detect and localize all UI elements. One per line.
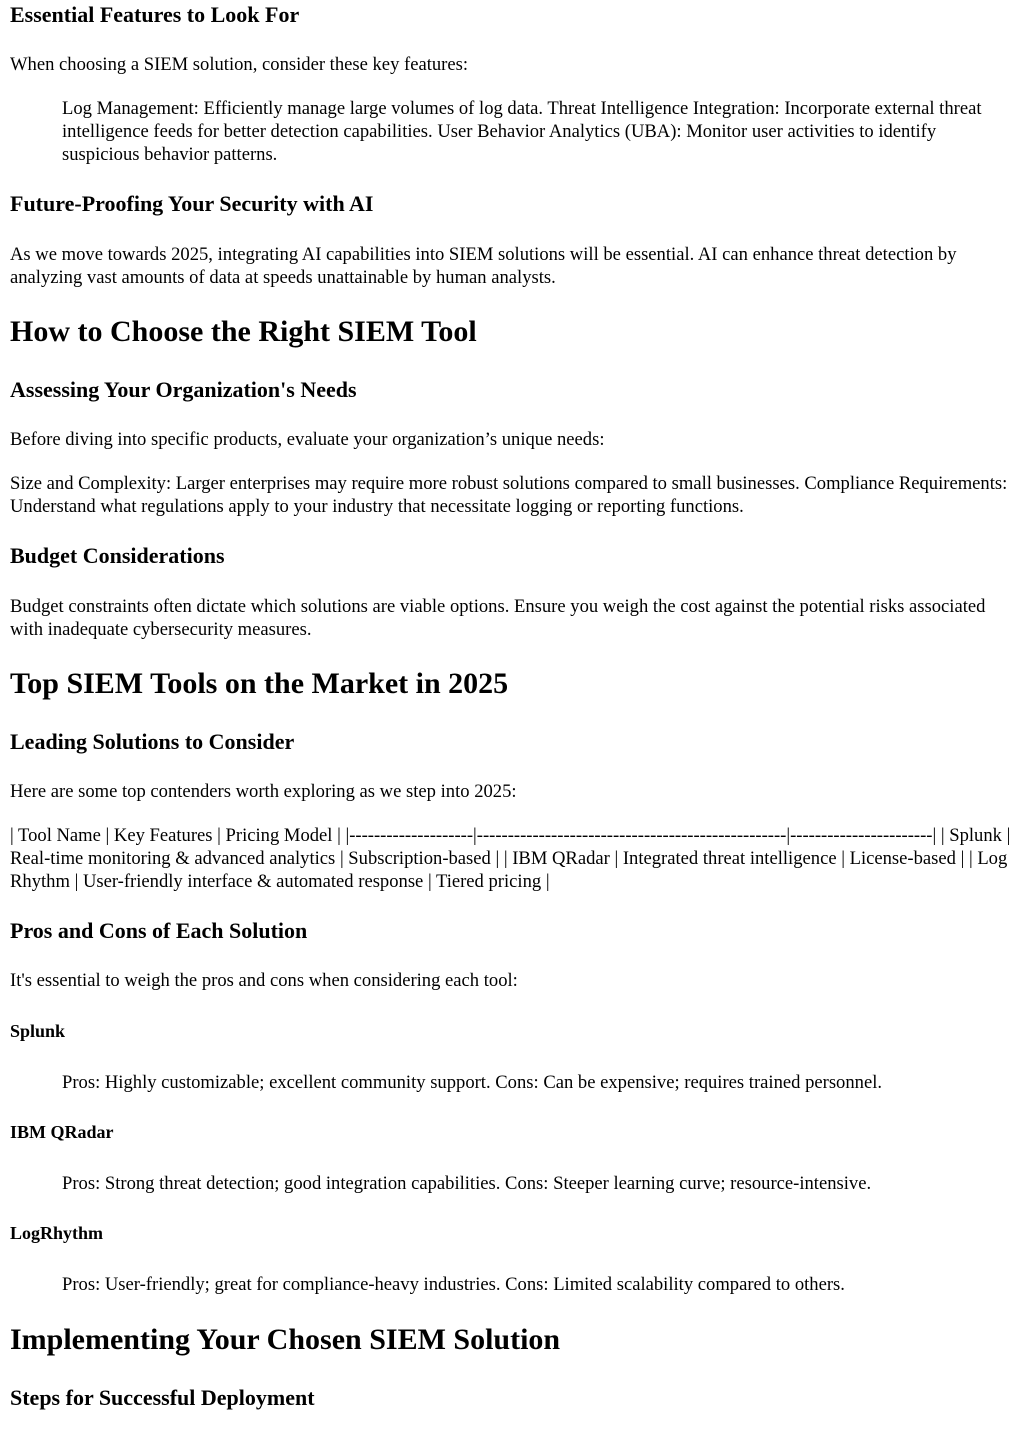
heading-deployment: Steps for Successful Deployment — [10, 1385, 315, 1410]
tool-name-ibm-qradar: IBM QRadar — [10, 1122, 114, 1142]
paragraph-budget: Budget constraints often dictate which solutions are viable options. Ensure you weigh the cost against the potential risks associated with inadequate cybersecurity measures. — [10, 596, 986, 640]
feature-list: Log Management: Efficiently manage large volumes of log data. Threat Intelligence Integration: Incorporate external threat intelligence feeds for better detection capabilities. User Behavior Analytics (UBA): Monitor user activities to identify suspicious behavior patterns. — [62, 98, 982, 165]
heading-implementing: Implementing Your Chosen SIEM Solution — [10, 1323, 561, 1356]
heading-assessing-needs: Assessing Your Organization's Needs — [10, 377, 357, 402]
tool-proscons-ibm-qradar: Pros: Strong threat detection; good integration capabilities. Cons: Steeper learning curve; resource-intensive. — [62, 1173, 872, 1194]
heading-pros-cons: Pros and Cons of Each Solution — [10, 918, 308, 943]
heading-leading-solutions: Leading Solutions to Consider — [10, 729, 295, 754]
paragraph-leading-intro: Here are some top contenders worth exploring as we step into 2025: — [10, 781, 517, 802]
heading-essential-features: Essential Features to Look For — [10, 2, 300, 27]
heading-how-to-choose: How to Choose the Right SIEM Tool — [10, 315, 477, 348]
paragraph-future-proofing: As we move towards 2025, integrating AI capabilities into SIEM solutions will be essential. AI can enhance threat detection by analyzing vast amounts of data at speeds unattainable by human analysts. — [10, 244, 957, 288]
tool-proscons-logrhythm: Pros: User-friendly; great for compliance-heavy industries. Cons: Limited scalability compared to others. — [62, 1274, 845, 1295]
tool-name-logrhythm: LogRhythm — [10, 1223, 104, 1243]
paragraph-essential-intro: When choosing a SIEM solution, consider these key features: — [10, 54, 469, 75]
paragraph-pros-cons-intro: It's essential to weigh the pros and cons when considering each tool: — [10, 970, 518, 991]
heading-top-tools: Top SIEM Tools on the Market in 2025 — [10, 667, 509, 700]
paragraph-assessing-intro: Before diving into specific products, evaluate your organization’s unique needs: — [10, 429, 605, 450]
tool-proscons-splunk: Pros: Highly customizable; excellent community support. Cons: Can be expensive; requires trained personnel. — [62, 1072, 883, 1093]
tools-table-text: | Tool Name | Key Features | Pricing Model | |--------------------|--------------------------------------------------|-----------------------| | Splunk | Real-time monitoring & advanced analytics | Subscription-based | | IBM QRadar | Integrated threat intelligence | License-based | | LogRhythm | User-friendly interface & automated response | Tiered pricing | — [10, 825, 1011, 892]
heading-future-proofing: Future-Proofing Your Security with AI — [10, 191, 374, 216]
tool-name-splunk: Splunk — [10, 1021, 66, 1041]
heading-budget: Budget Considerations — [10, 543, 225, 568]
paragraph-assessing-body: Size and Complexity: Larger enterprises may require more robust solutions compared to small businesses. Compliance Requirements: Understand what regulations apply to your industry that necessitate logging or reporting functions. — [10, 473, 1008, 517]
